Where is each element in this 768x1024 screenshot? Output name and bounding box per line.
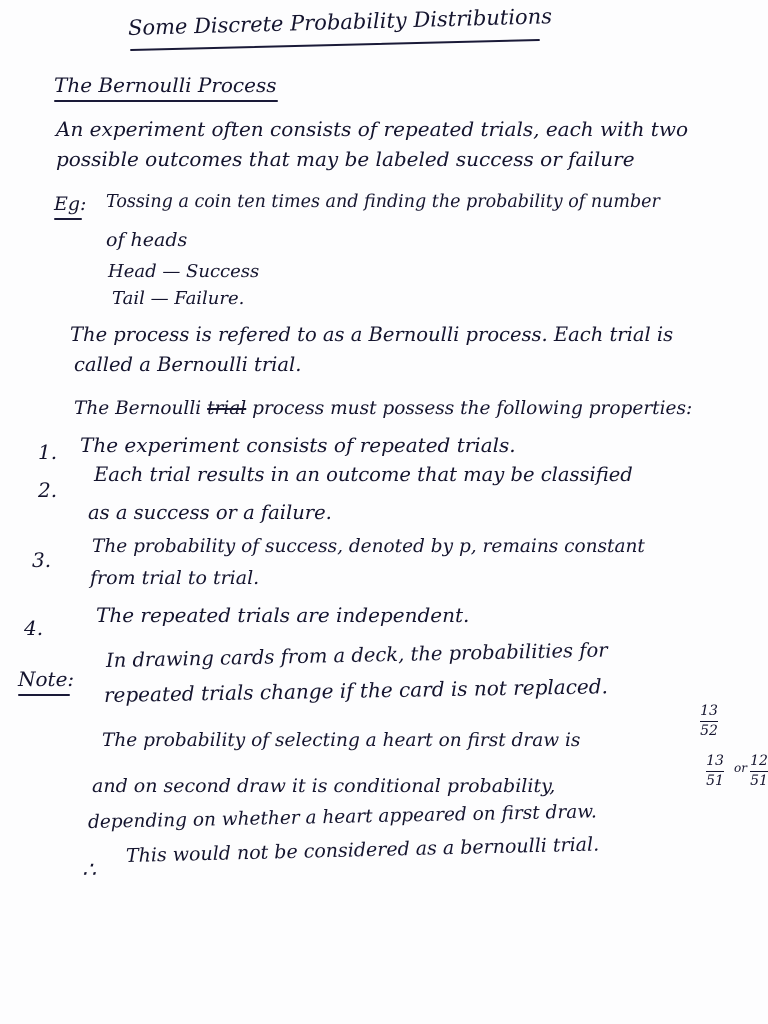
note-line-4: and on second draw it is conditional probability, bbox=[92, 775, 556, 797]
fraction-second-a-numerator: 13 bbox=[706, 753, 724, 769]
note-line-3: The probability of selecting a heart on first draw is bbox=[102, 730, 581, 751]
properties-intro-after: process must possess the following properties: bbox=[252, 398, 693, 419]
note-line-2: repeated trials change if the card is not replaced. bbox=[103, 674, 609, 707]
fraction-second-a-denominator: 51 bbox=[706, 773, 724, 790]
fraction-second-a bbox=[706, 754, 724, 789]
therefore-symbol: ∴ bbox=[82, 858, 96, 883]
fraction-first-bar bbox=[700, 721, 718, 723]
fraction-second-b-numerator: 12 bbox=[750, 754, 768, 769]
property-number-2: 2. bbox=[38, 478, 58, 502]
property-number-3: 3. bbox=[32, 548, 52, 572]
property-2-line-1: Each trial results in an outcome that may be classified bbox=[94, 463, 633, 486]
note-line-5: depending on whether a heart appeared on first draw. bbox=[87, 801, 597, 833]
fraction-second-b-bar bbox=[750, 771, 768, 773]
example-label: Eg: bbox=[54, 193, 87, 215]
example-mapping-tail: Tail — Failure. bbox=[112, 288, 245, 309]
example-label-underline bbox=[54, 218, 82, 220]
process-line-1: The process is refered to as a Bernoulli process. Each trial is bbox=[70, 323, 674, 346]
property-2-line-2: as a success or a failure. bbox=[88, 501, 332, 524]
example-line-2: of heads bbox=[106, 229, 188, 251]
example-line-1: Tossing a coin ten times and finding the probability of number bbox=[106, 192, 660, 212]
page-title: Some Discrete Probability Distributions bbox=[127, 4, 553, 40]
fraction-second-b bbox=[750, 754, 768, 789]
intro-line-1: An experiment often consists of repeated trials, each with two bbox=[56, 117, 689, 141]
properties-intro-before: The Bernoulli bbox=[74, 398, 202, 419]
title-underline bbox=[130, 39, 540, 51]
fraction-second-a-bar bbox=[706, 771, 724, 773]
example-mapping-head: Head — Success bbox=[108, 261, 260, 282]
section-heading-underline bbox=[54, 100, 278, 102]
property-1-line-1: The experiment consists of repeated trials. bbox=[80, 433, 516, 457]
note-label-underline bbox=[18, 694, 70, 696]
fraction-or: or bbox=[734, 761, 747, 775]
properties-intro bbox=[74, 398, 692, 419]
property-number-1: 1. bbox=[38, 440, 58, 464]
property-4-line-1: The repeated trials are independent. bbox=[96, 603, 470, 627]
property-3-line-2: from trial to trial. bbox=[90, 567, 260, 589]
process-line-2: called a Bernoulli trial. bbox=[74, 353, 302, 376]
note-line-1: In drawing cards from a deck, the probabilities for bbox=[105, 638, 608, 672]
struck-word: trial bbox=[207, 398, 247, 419]
note-conclusion: This would not be considered as a bernoulli trial. bbox=[125, 833, 600, 867]
fraction-first-denominator: 52 bbox=[700, 723, 718, 740]
fraction-first-numerator: 13 bbox=[700, 703, 718, 719]
property-3-line-1: The probability of success, denoted by p, remains constant bbox=[92, 536, 645, 557]
fraction-first-draw bbox=[700, 704, 718, 739]
section-heading: The Bernoulli Process bbox=[54, 73, 277, 97]
property-number-4: 4. bbox=[24, 616, 44, 640]
note-label: Note: bbox=[18, 667, 75, 691]
fraction-second-b-denominator: 51 bbox=[750, 773, 768, 789]
intro-line-2: possible outcomes that may be labeled success or failure bbox=[56, 147, 635, 171]
